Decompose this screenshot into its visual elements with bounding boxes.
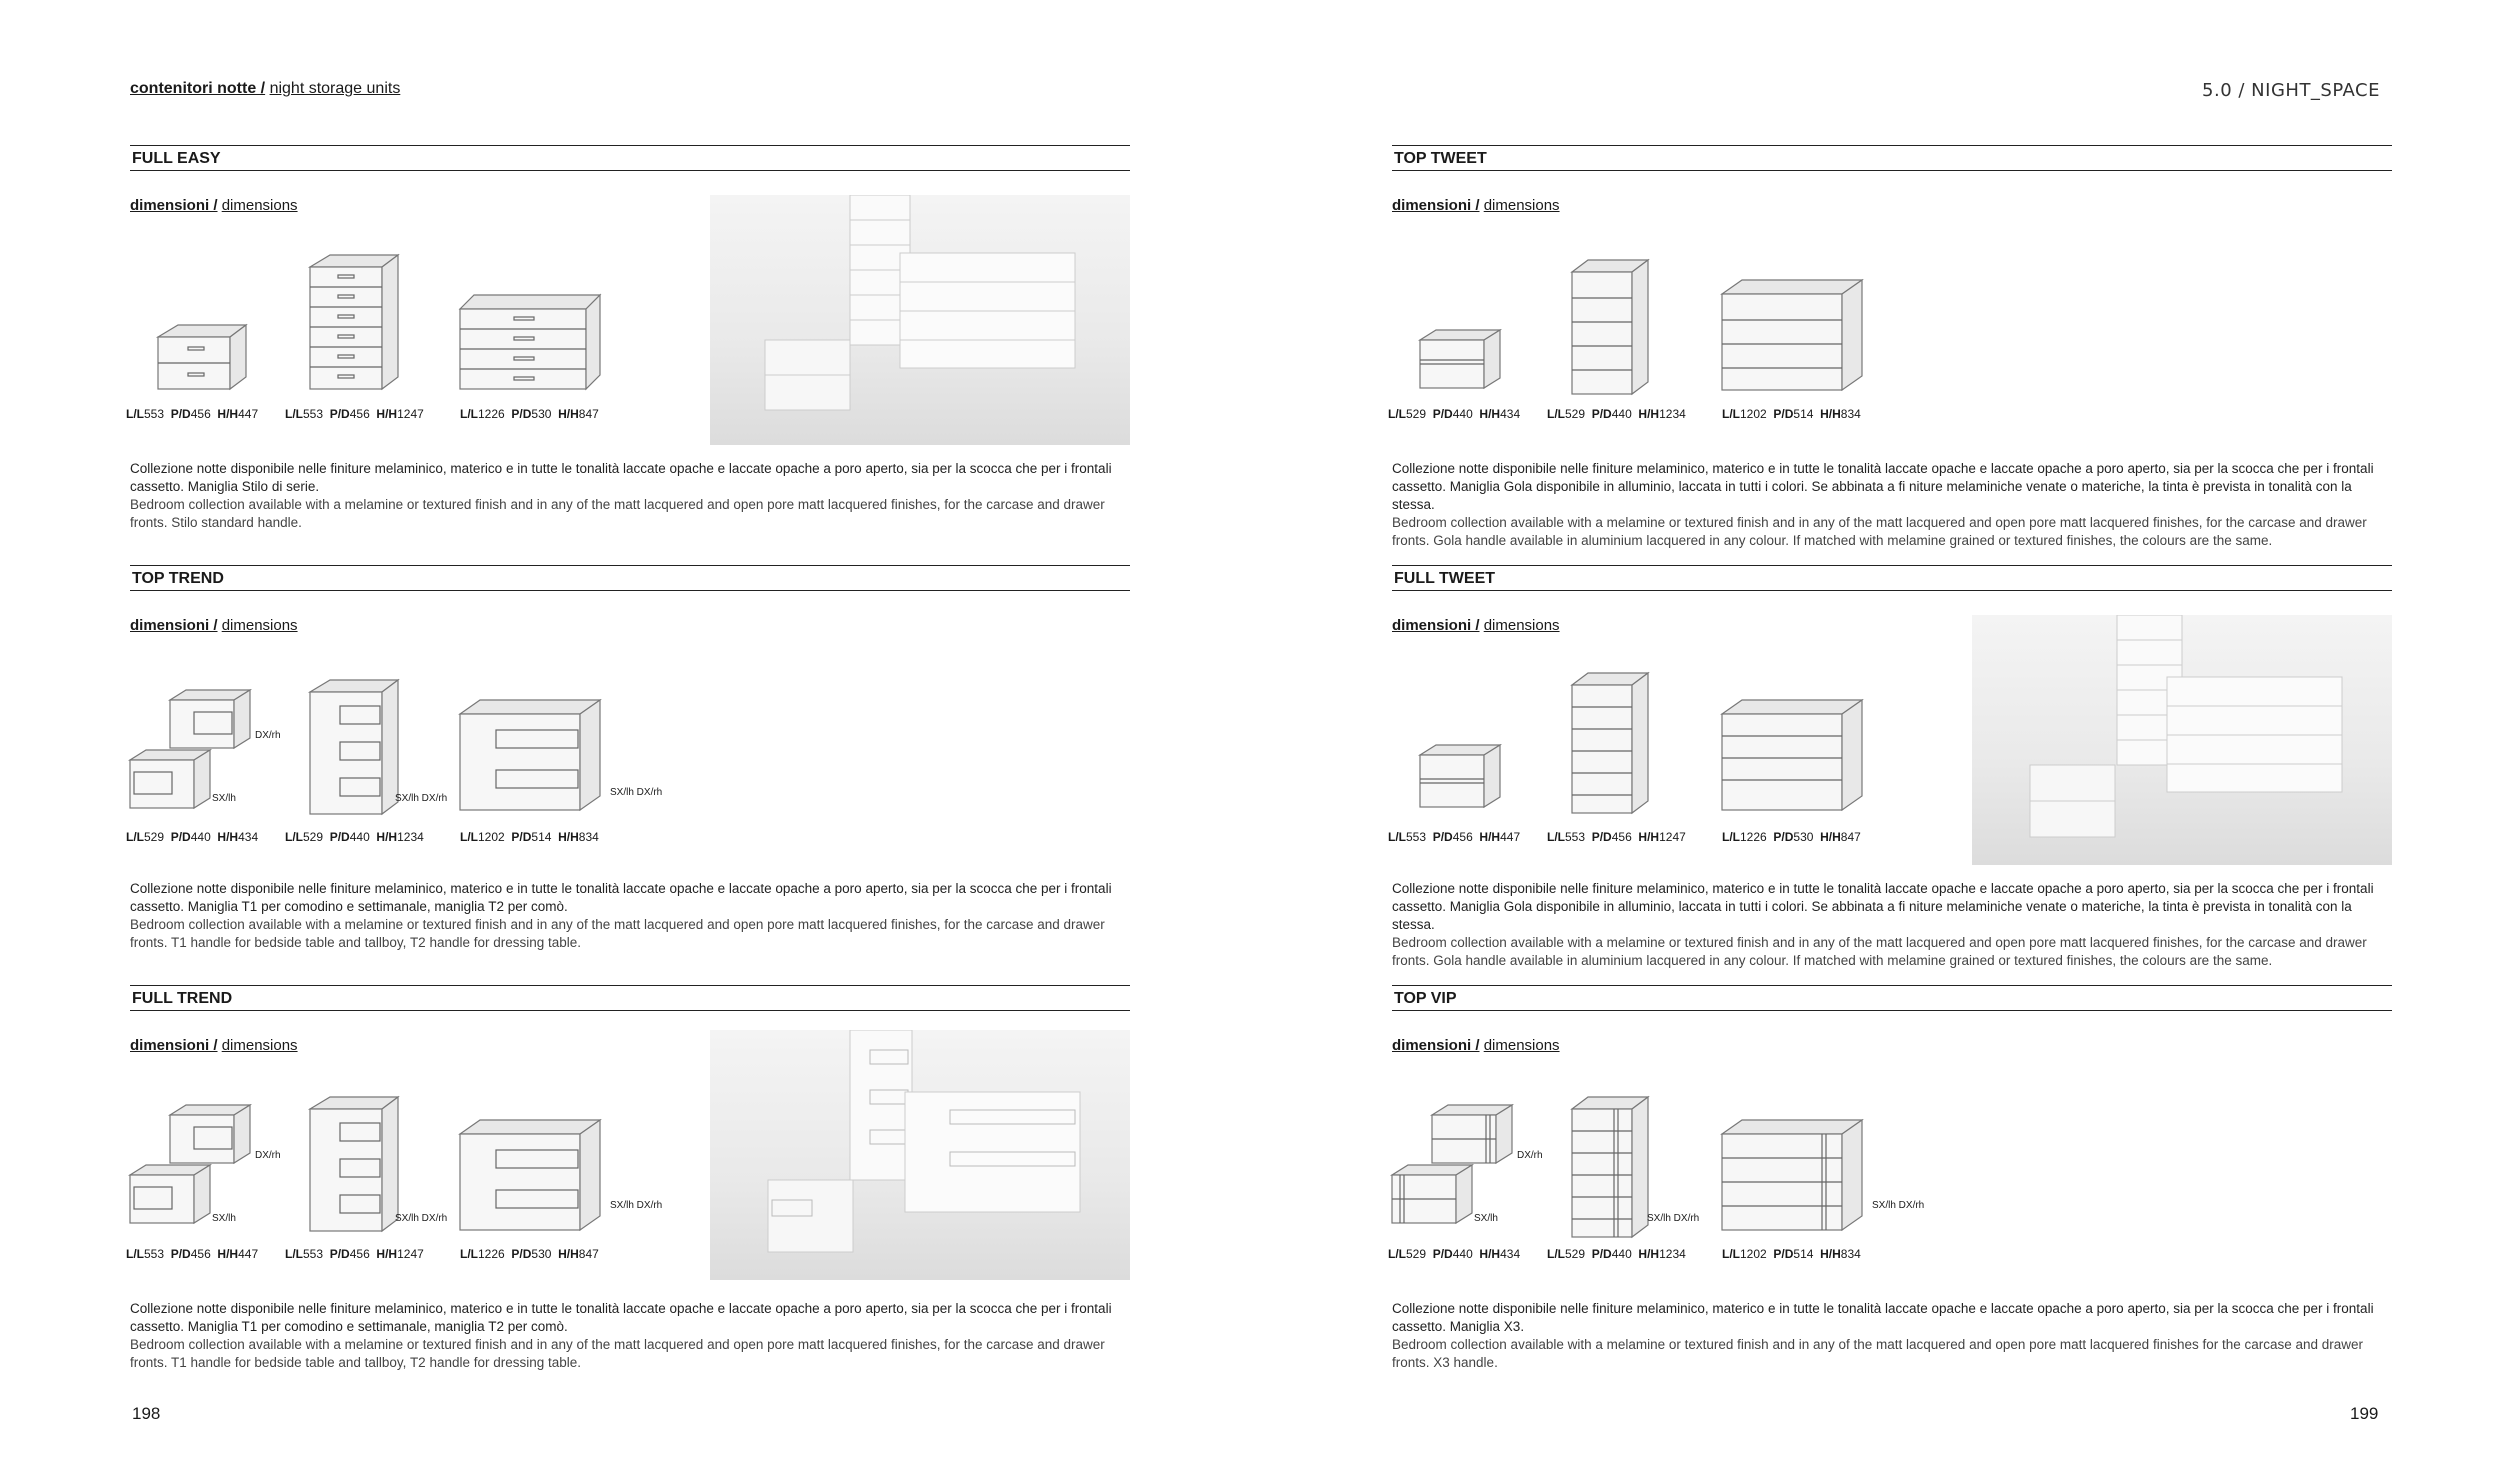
measure-bedside: L/L529 P/D440 H/H434 bbox=[1388, 1247, 1521, 1261]
measure-bedside: L/L553 P/D456 H/H447 bbox=[126, 1247, 259, 1261]
dimensions-label: dimensioni / dimensions bbox=[1392, 197, 1560, 214]
measure-dresser: L/L1202 P/D514 H/H834 bbox=[460, 830, 599, 844]
tag-sx-dx: SX/lh DX/rh bbox=[395, 793, 448, 804]
section-top-tweet bbox=[1388, 145, 2392, 548]
section-top-vip bbox=[1388, 985, 2392, 1380]
description: Collezione notte disponibile nelle finiture melaminico, materico e in tutte le tonalità laccate opache e laccate opache a poro aperto, sia per la scocca che per i frontali cassetto. Maniglia Gola disponibile in alluminio, laccata in tutti i colori. Se abbinata a fi niture melaminiche venate o materiche, la tinta è prevista in tonalità con la stessa. Bedroom collection available with a melamine or textured finish and in any of the matt lacquered and open pore matt lacquered finishes, for the carcase and drawer fronts. Gola handle available in aluminium lacquered in any colour. If matched with melamine grained or textured finishes, the colours are the same. bbox=[1392, 881, 2374, 968]
bedside-table-drawing-sx bbox=[1392, 1165, 1482, 1230]
tag-dx: DX/rh bbox=[1517, 1150, 1543, 1161]
dresser-drawing bbox=[1722, 280, 1872, 400]
section-top-trend bbox=[126, 565, 1130, 960]
page-header-left bbox=[130, 80, 400, 98]
bedside-table-drawing-dx bbox=[170, 1105, 260, 1170]
dresser-drawing bbox=[460, 700, 610, 820]
section-title: FULL EASY bbox=[130, 145, 1130, 171]
tag-sx: SX/lh bbox=[212, 793, 236, 804]
tag-sx-dx: SX/lh DX/rh bbox=[1872, 1200, 1925, 1211]
dimensions-label: dimensioni / dimensions bbox=[130, 617, 298, 634]
tag-sx: SX/lh bbox=[212, 1213, 236, 1224]
measure-dresser: L/L1226 P/D530 H/H847 bbox=[460, 407, 599, 421]
tag-dx: DX/rh bbox=[255, 1150, 281, 1161]
product-photo bbox=[710, 1030, 1130, 1280]
dresser-drawing bbox=[460, 1120, 610, 1240]
dimensions-label: dimensioni / dimensions bbox=[130, 197, 298, 214]
header-title-en: night storage units bbox=[269, 80, 401, 97]
tag-sx-dx: SX/lh DX/rh bbox=[610, 1200, 663, 1211]
description: Collezione notte disponibile nelle finiture melaminico, materico e in tutte le tonalità laccate opache e laccate opache a poro aperto, sia per la scocca che per i frontali cassetto. Maniglia Gola disponibile in alluminio, laccata in tutti i colori. Se abbinata a fi niture melaminiche venate o materiche, la tinta è prevista in tonalità con la stessa. Bedroom collection available with a melamine or textured finish and in any of the matt lacquered and open pore matt lacquered finishes, for the carcase and drawer fronts. Gola handle available in aluminium lacquered in any colour. If matched with melamine grained or textured finishes, the colours are the same. bbox=[1392, 461, 2374, 548]
measure-dresser: L/L1202 P/D514 H/H834 bbox=[1722, 407, 1861, 421]
bedside-table-drawing-sx bbox=[130, 750, 220, 815]
tag-dx: DX/rh bbox=[255, 730, 281, 741]
tallboy-drawing bbox=[310, 255, 410, 395]
tag-sx-dx: SX/lh DX/rh bbox=[395, 1213, 448, 1224]
measure-bedside: L/L529 P/D440 H/H434 bbox=[1388, 407, 1521, 421]
tag-sx: SX/lh bbox=[1474, 1213, 1498, 1224]
bedside-table-drawing-sx bbox=[130, 1165, 220, 1230]
measure-tallboy: L/L553 P/D456 H/H1247 bbox=[285, 407, 424, 421]
page-number-left: 198 bbox=[132, 1404, 161, 1423]
dimensions-label: dimensioni / dimensions bbox=[130, 1037, 298, 1054]
tallboy-drawing bbox=[1572, 260, 1662, 400]
measure-tallboy: L/L553 P/D456 H/H1247 bbox=[285, 1247, 424, 1261]
measure-bedside: L/L553 P/D456 H/H447 bbox=[1388, 830, 1521, 844]
dimensions-label: dimensioni / dimensions bbox=[1392, 1037, 1560, 1054]
measure-tallboy: L/L553 P/D456 H/H1247 bbox=[1547, 830, 1686, 844]
page-header-right: 5.0 / NIGHT_SPACE bbox=[2202, 80, 2380, 101]
description: Collezione notte disponibile nelle finiture melaminico, materico e in tutte le tonalità laccate opache e laccate opache a poro aperto, sia per la scocca che per i frontali cassetto. Maniglia T1 per comodino e settimanale, maniglia T2 per comò. Bedroom collection available with a melamine or textured finish and in any of the matt lacquered and open pore matt lacquered finishes, for the carcase and drawer fronts. T1 handle for bedside table and tallboy, T2 handle for dressing table. bbox=[130, 881, 1112, 950]
bedside-table-drawing-dx bbox=[1432, 1105, 1522, 1170]
page-number-right: 199 bbox=[2350, 1404, 2379, 1423]
header-title-it: contenitori notte / bbox=[130, 80, 266, 97]
description: Collezione notte disponibile nelle finiture melaminico, materico e in tutte le tonalità laccate opache e laccate opache a poro aperto, sia per la scocca che per i frontali cassetto. Maniglia X3. Bedroom collection available with a melamine or textured finish and in any of the matt lacquered and open pore matt lacquered finishes for the carcase and drawer fronts. X3 handle. bbox=[1392, 1301, 2374, 1370]
measure-tallboy: L/L529 P/D440 H/H1234 bbox=[1547, 1247, 1686, 1261]
section-title: FULL TWEET bbox=[1392, 565, 2392, 591]
dresser-drawing bbox=[1722, 1120, 1872, 1240]
product-photo bbox=[1972, 615, 2392, 865]
section-title: TOP VIP bbox=[1392, 985, 2392, 1011]
section-title: FULL TREND bbox=[130, 985, 1130, 1011]
bedside-table-drawing bbox=[158, 325, 258, 395]
measure-dresser: L/L1226 P/D530 H/H847 bbox=[1722, 830, 1861, 844]
section-full-tweet bbox=[1388, 565, 2392, 968]
description: Collezione notte disponibile nelle finiture melaminico, materico e in tutte le tonalità laccate opache e laccate opache a poro aperto, sia per la scocca che per i frontali cassetto. Maniglia T1 per comodino e settimanale, maniglia T2 per comò. Bedroom collection available with a melamine or textured finish and in any of the matt lacquered and open pore matt lacquered finishes, for the carcase and drawer fronts. T1 handle for bedside table and tallboy, T2 handle for dressing table. bbox=[130, 1301, 1112, 1370]
dresser-drawing bbox=[460, 295, 610, 395]
section-title: TOP TWEET bbox=[1392, 145, 2392, 171]
tallboy-drawing bbox=[1572, 673, 1662, 818]
tag-sx-dx: SX/lh DX/rh bbox=[610, 787, 663, 798]
bedside-table-drawing bbox=[1420, 745, 1510, 815]
measure-tallboy: L/L529 P/D440 H/H1234 bbox=[1547, 407, 1686, 421]
section-full-easy bbox=[126, 145, 1130, 540]
dresser-drawing bbox=[1722, 700, 1872, 820]
measure-dresser: L/L1226 P/D530 H/H847 bbox=[460, 1247, 599, 1261]
description: Collezione notte disponibile nelle finiture melaminico, materico e in tutte le tonalità laccate opache e laccate opache a poro aperto, sia per la scocca che per i frontali cassetto. Maniglia Stilo di serie. Bedroom collection available with a melamine or textured finish and in any of the matt lacquered and open pore matt lacquered finishes, for the carcase and drawer fronts. Stilo standard handle. bbox=[130, 461, 1112, 530]
measure-bedside: L/L529 P/D440 H/H434 bbox=[126, 830, 259, 844]
measure-tallboy: L/L529 P/D440 H/H1234 bbox=[285, 830, 424, 844]
bedside-table-drawing bbox=[1420, 330, 1510, 395]
section-title: TOP TREND bbox=[130, 565, 1130, 591]
dimensions-label: dimensioni / dimensions bbox=[1392, 617, 1560, 634]
tag-sx-dx: SX/lh DX/rh bbox=[1647, 1213, 1700, 1224]
bedside-table-drawing-dx bbox=[170, 690, 260, 755]
measure-bedside: L/L553 P/D456 H/H447 bbox=[126, 407, 259, 421]
measure-dresser: L/L1202 P/D514 H/H834 bbox=[1722, 1247, 1861, 1261]
product-photo bbox=[710, 195, 1130, 445]
section-full-trend bbox=[126, 985, 1130, 1380]
